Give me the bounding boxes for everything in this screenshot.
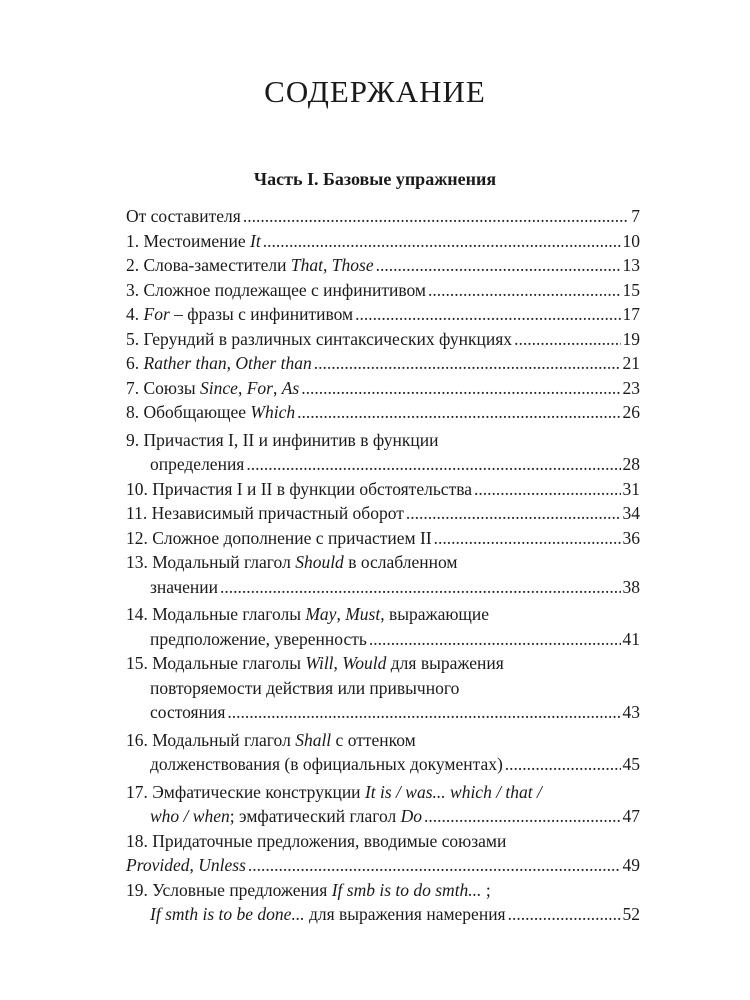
toc-entry-line [126, 327, 640, 352]
toc-entry-text [126, 526, 432, 551]
toc-page-number: 49 [622, 855, 640, 875]
dot-leader [301, 376, 620, 401]
toc-page-number: 7 [631, 206, 640, 226]
toc-entry-line [126, 651, 640, 676]
toc-text: 15. Модальные глаголы [126, 653, 306, 673]
toc-text: 7. Союзы [126, 377, 201, 398]
toc-entry[interactable] [126, 526, 640, 551]
toc-text: 10. Причастия I и II в функции обстоятельства [126, 478, 473, 499]
dot-leader [248, 853, 621, 878]
toc-italic-text: Other than [235, 353, 312, 373]
toc-entry-text [126, 829, 506, 854]
toc-entry-line [126, 253, 640, 278]
dot-leader [406, 501, 621, 526]
toc-entry-text [150, 804, 422, 829]
toc-entry-line [126, 452, 640, 477]
toc-text: предположение, уверенность [150, 628, 367, 649]
toc-entry-text [126, 351, 312, 376]
toc-text: в ослабленном [343, 552, 458, 572]
toc-entry[interactable] [126, 780, 640, 829]
toc-text: 6. [126, 353, 144, 373]
toc-page-number: 19 [622, 328, 640, 349]
toc-italic-text: Shall [295, 729, 332, 750]
toc-entry[interactable] [126, 477, 640, 502]
toc-text: ; [481, 879, 491, 900]
toc-entry-line [126, 400, 640, 425]
toc-text: для выражения намерения [304, 904, 506, 924]
toc-entry-text [126, 253, 374, 278]
toc-entry-line [126, 477, 640, 502]
toc-italic-text: Provided [126, 855, 190, 875]
toc-entry-text [126, 477, 472, 502]
toc-text: 16. Модальный глагол [126, 729, 296, 750]
toc-text: 5. Герундий в различных синтаксических функциях [126, 328, 513, 349]
toc-page-number: 41 [622, 628, 640, 649]
toc-entry-line [126, 204, 640, 229]
toc-italic-text: Unless [198, 855, 246, 875]
toc-entry-line [126, 428, 640, 453]
dot-leader [505, 752, 621, 777]
toc-text: 18. Придаточные предложения, вводимые союзами [126, 830, 507, 851]
toc-page-number: 45 [622, 754, 640, 774]
toc-text: ; эмфатический глагол [229, 806, 401, 826]
toc-text: , [323, 255, 332, 275]
toc-entry-text [126, 501, 404, 526]
toc-page-number: 26 [622, 402, 640, 422]
toc-text: 12. Сложное дополнение с причастием II [126, 527, 432, 548]
toc-entry-text [150, 676, 459, 701]
toc-page-number: 28 [622, 454, 640, 474]
dot-leader [428, 278, 621, 303]
toc-italic-text: Rather than [143, 353, 227, 373]
dot-leader [474, 477, 620, 502]
toc-entry-line [126, 575, 640, 600]
toc-entry-text [126, 728, 416, 753]
toc-text: , [272, 377, 282, 398]
toc-entry-line [126, 676, 640, 701]
dot-leader [243, 204, 629, 229]
toc-entry-text [126, 878, 491, 903]
toc-text: , [336, 604, 346, 624]
toc-entry-text [126, 550, 457, 575]
toc-text: , [333, 653, 343, 673]
toc-entry[interactable] [126, 829, 640, 878]
toc-entry[interactable] [126, 550, 640, 599]
toc-entry-text [150, 902, 506, 927]
toc-italic-text: As [281, 377, 300, 398]
dot-leader [246, 452, 620, 477]
toc-page-number: 47 [622, 806, 640, 826]
toc-page-number: 31 [622, 478, 640, 499]
toc-text: определения [150, 454, 245, 474]
toc-entry-text [126, 400, 295, 425]
toc-italic-text: Since [200, 377, 238, 398]
toc-entry[interactable] [126, 602, 640, 651]
dot-leader [263, 229, 621, 254]
toc-entry-text [126, 376, 299, 401]
toc-entry-line [126, 229, 640, 254]
toc-text: 14. Модальные глаголы [126, 604, 306, 624]
toc-entry[interactable] [126, 376, 640, 401]
toc-italic-text: Will [305, 653, 334, 673]
toc-text: , [226, 353, 236, 373]
toc-entry-line [126, 351, 640, 376]
toc-entry-line [126, 804, 640, 829]
toc-entry-text [150, 575, 218, 600]
toc-entry-text [126, 602, 489, 627]
toc-page-number: 23 [622, 377, 640, 398]
toc-entry-line [126, 602, 640, 627]
toc-entry[interactable] [126, 253, 640, 278]
toc-page-number: 52 [622, 904, 640, 924]
toc-entry[interactable] [126, 428, 640, 477]
toc-page-number: 21 [622, 353, 640, 373]
toc-text: 2. Слова-заместители [126, 255, 291, 275]
toc-entry-line [126, 728, 640, 753]
toc-entry-line [126, 550, 640, 575]
toc-text: 13. Модальный глагол [126, 552, 296, 572]
toc-italic-text: May [305, 604, 337, 624]
toc-text: , выражающие [380, 604, 490, 624]
toc-entry-line [126, 278, 640, 303]
toc-italic-text: That [290, 255, 324, 275]
toc-entry[interactable] [126, 302, 640, 327]
toc-page-number: 15 [622, 279, 640, 300]
toc-text: 17. Эмфатические конструкции [126, 781, 365, 802]
toc-page-number: 38 [622, 576, 640, 597]
toc-entry-line [126, 627, 640, 652]
toc-entry-text [126, 278, 426, 303]
toc-italic-text: It is / was... which / that / [364, 781, 542, 802]
dot-leader [314, 351, 621, 376]
toc-entry[interactable] [126, 878, 640, 927]
dot-leader [376, 253, 621, 278]
toc-text: 4. [126, 304, 144, 324]
dot-leader [220, 575, 620, 600]
toc-text: 1. Местоимение [126, 230, 251, 251]
toc-entry-text [150, 452, 244, 477]
toc-entry-line [126, 829, 640, 854]
toc-entry-text [126, 651, 504, 676]
toc-entry[interactable] [126, 400, 640, 425]
toc-entry-line [126, 526, 640, 551]
toc-entry-text [126, 853, 246, 878]
toc-page-number: 13 [622, 255, 640, 275]
toc-entry-text [126, 204, 241, 229]
page-title: СОДЕРЖАНИЕ [264, 74, 486, 109]
toc-italic-text: For [143, 304, 170, 324]
toc-entry-text [126, 302, 353, 327]
toc-entry-text [126, 428, 438, 453]
toc-text: 19. Условные предложения [126, 879, 332, 900]
dot-leader [508, 902, 621, 927]
part-heading: Часть I. Базовые упражнения [253, 169, 497, 189]
toc-italic-text: For [246, 377, 273, 398]
toc-entry-line [126, 700, 640, 725]
dot-leader [227, 700, 620, 725]
table-of-contents [126, 204, 640, 927]
dot-leader [297, 400, 620, 425]
toc-text: 8. Обобщающее [126, 402, 251, 422]
toc-italic-text: Would [342, 653, 387, 673]
toc-entry-line [126, 752, 640, 777]
toc-entry-line [126, 878, 640, 903]
dot-leader [355, 302, 620, 327]
toc-entry[interactable] [126, 501, 640, 526]
toc-italic-text: It [250, 230, 261, 251]
toc-entry[interactable] [126, 204, 640, 229]
toc-entry-text [150, 627, 367, 652]
toc-entry[interactable] [126, 651, 640, 725]
toc-italic-text: Which [250, 402, 296, 422]
dot-leader [424, 804, 621, 829]
toc-entry[interactable] [126, 229, 640, 254]
toc-entry[interactable] [126, 728, 640, 777]
toc-page-number: 17 [622, 304, 640, 324]
toc-entry-line [126, 780, 640, 805]
toc-text: состояния [150, 702, 226, 722]
toc-italic-text: Those [331, 255, 374, 275]
toc-italic-text: Should [295, 552, 344, 572]
toc-entry-line [126, 902, 640, 927]
toc-italic-text: If smth is to be done... [150, 904, 305, 924]
toc-entry[interactable] [126, 351, 640, 376]
toc-text: долженствования (в официальных документах) [150, 754, 503, 774]
toc-italic-text: who / when [150, 806, 230, 826]
toc-text: – фразы с инфинитивом [169, 304, 354, 324]
toc-italic-text: Do [400, 806, 422, 826]
dot-leader [434, 526, 621, 551]
toc-entry-text [126, 780, 542, 805]
toc-entry-line [126, 302, 640, 327]
toc-entry[interactable] [126, 327, 640, 352]
toc-page-number: 10 [622, 230, 640, 251]
toc-text: 3. Сложное подлежащее с инфинитивом [126, 279, 426, 300]
toc-entry-line [126, 376, 640, 401]
toc-page-number: 36 [622, 527, 640, 548]
toc-text: повторяемости действия или привычного [150, 677, 460, 698]
toc-text: , [237, 377, 247, 398]
toc-entry-line [126, 501, 640, 526]
toc-entry-text [150, 700, 225, 725]
dot-leader [369, 627, 621, 652]
toc-text: значении [150, 576, 219, 597]
toc-entry-line [126, 853, 640, 878]
toc-entry-text [150, 752, 503, 777]
toc-italic-text: Must [345, 604, 381, 624]
toc-text: для выражения [386, 653, 504, 673]
toc-text: От составителя [126, 206, 241, 226]
toc-text: с оттенком [331, 729, 416, 750]
dot-leader [514, 327, 620, 352]
toc-text: , [189, 855, 199, 875]
toc-entry[interactable] [126, 278, 640, 303]
toc-page-number: 43 [622, 702, 640, 722]
toc-italic-text: If smb is to do smth... [331, 879, 482, 900]
toc-text: 9. Причастия I, II и инфинитив в функции [126, 429, 439, 450]
toc-entry-text [126, 229, 261, 254]
toc-entry-text [126, 327, 512, 352]
toc-text: 11. Независимый причастный оборот [126, 503, 404, 523]
toc-page-number: 34 [622, 503, 640, 523]
